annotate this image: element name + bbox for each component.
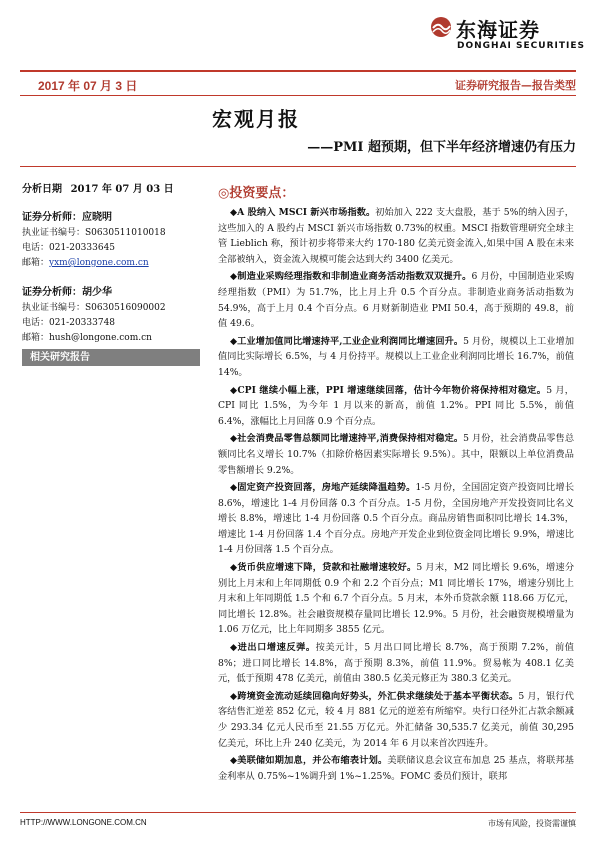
related-reports-bar[interactable]: 相关研究报告 — [22, 349, 200, 366]
point-text: 美联储议息会议宣布加息 25 基点，将联邦基金利率从 0.75%~1%调升到 1%~1.25%。FOMC 委员们预计，联邦 — [218, 755, 574, 782]
analyst2-email: 邮箱：hush@longone.com.cn — [22, 333, 152, 343]
footer-rule — [20, 812, 576, 813]
report-date: 2017 年 07 月 3 日 — [38, 79, 138, 93]
point-headline: CPI 继续小幅上涨，PPI 增速继续回落，估计今年物价将保持相对稳定。 — [237, 384, 547, 396]
point-bullet: ◆ — [230, 562, 238, 574]
header-rule-bottom — [20, 95, 576, 96]
point-paragraph — [218, 640, 574, 687]
point-bullet: ◆ — [230, 271, 238, 283]
point-bullet: ◆ — [230, 482, 238, 494]
point-paragraph — [218, 205, 574, 267]
point-bullet: ◆ — [230, 335, 238, 347]
footer-url[interactable]: HTTP://WWW.LONGONE.COM.CN — [20, 818, 147, 827]
analyst1-email-link[interactable]: yxm@longone.com.cn — [49, 258, 149, 268]
analyst2-role: 证券分析师： — [22, 287, 82, 298]
target-icon: ◎ — [218, 186, 230, 201]
point-bullet: ◆ — [230, 207, 238, 218]
header-rule-top — [20, 70, 576, 72]
point-text: 6 月份，中国制造业采购经理指数（PMI）为 51.7%，比上月上升 0.5 个百分点。非制造业商务活动指数为 54.9%，高于上月 0.4 个百分点。6 月财新制造业 PMI 50.4，高于预期的 49.8，前值 49.6。 — [218, 271, 574, 330]
title-rule — [20, 166, 576, 167]
point-headline: 制造业采购经理指数和非制造业商务活动指数双双提升。 — [237, 271, 472, 283]
logo-chinese: 东海证券 — [456, 18, 540, 42]
point-headline: 社会消费品零售总额同比增速持平,消费保持相对稳定。 — [237, 433, 464, 445]
logo-wave-icon — [430, 16, 452, 38]
point-text: 5 月份，规模以上工业增加值同比实际增长 6.5%，与 4 月份持平。规模以上工业企业利润同比增长 16.7%，前值 14%。 — [218, 335, 575, 378]
point-bullet: ◆ — [230, 433, 238, 445]
footer-slogan: 市场有风险，投资需谨慎 — [488, 819, 576, 828]
analyst2-phone: 电话：021-20333748 — [22, 318, 116, 328]
point-headline: 货币供应增速下降，贷款和社融增速较好。 — [237, 562, 417, 574]
point-paragraph — [218, 431, 574, 478]
point-paragraph — [218, 269, 574, 331]
analyst1-phone: 电话：021-20333645 — [22, 243, 116, 253]
point-paragraph — [218, 560, 574, 638]
point-headline: 美联储如期加息，并公布缩表计划。 — [237, 755, 388, 767]
key-points-body — [218, 205, 574, 786]
key-points-title: 投资要点： — [229, 186, 295, 201]
analyst1-cert: 执业证书编号：S0630511010018 — [22, 228, 166, 238]
point-headline: A 股纳入 MSCI 新兴市场指数。 — [237, 207, 376, 218]
analysis-date-label: 分析日期 — [22, 184, 62, 195]
point-paragraph — [218, 689, 574, 751]
point-paragraph — [218, 753, 574, 784]
analyst1-name: 应晓明 — [82, 212, 112, 223]
analysis-date: 2017 年 07 月 03 日 — [70, 184, 174, 195]
page-subtitle: ——PMI 超预期，但下半年经济增速仍有压力 — [307, 140, 576, 155]
analyst2-name: 胡少华 — [82, 287, 112, 298]
point-text: 5 月，CPI 同比 1.5%，为今年 1 月以来的新高，前值 1.2%。PPI 同比 5.5%，前值 6.4%，涨幅比上月回落 0.9 个百分点。 — [218, 384, 574, 427]
point-text: 5 月末，M2 同比增长 9.6%，增速分别比上月末和上年同期低 0.9 个和 2.2 个百分点；M1 同比增长 17%，增速分别比上月末和上年同期低 1.5 个和 6.7 个百分点。5 月末，本外币贷款余额 118.66 万亿元，同比增长 12.8%。社会融资规模存量同比增长 12.9%。5 月份，社会融资规模增量为 1.06 万亿元，比上年同期多 3855 亿元。 — [218, 562, 575, 636]
key-points-heading — [218, 182, 294, 201]
analyst1-role: 证券分析师： — [22, 212, 82, 223]
point-text: 初始加入 222 支大盘股，基于 5%的纳入因子，这些加入的 A 股约占 MSCI 新兴市场指数 0.73%的权重。MSCI 指数管理研究全球主管 Lieblich 称，预计初步将带来大约 170-180 亿美元资金流入,如果中国 A 股在未来全部被纳入，资金流入规模可能会达到大约 3400 亿美元。 — [218, 207, 574, 265]
point-headline: 进出口增速反弹。 — [237, 642, 316, 654]
analyst2-cert: 执业证书编号：S0630516090002 — [22, 303, 166, 313]
point-text: 按美元计，5 月出口同比增长 8.7%，高于预期 7.2%，前值 8%；进口同比增长 14.8%，高于预期 8.3%，前值 11.9%。贸易帐为 408.1 亿美元，低于预期 478 亿美元，前值由 380.5 亿美元修正为 380.3 亿美元。 — [218, 642, 574, 685]
analyst-panel — [22, 182, 202, 346]
point-text: 1-5 月份，全国固定资产投资同比增长 8.6%，增速比 1-4 月份回落 0.3 个百分点。1-5 月份，全国房地产开发投资同比名义增长 8.8%，增速比 1-4 月份回落 0.5 个百分点。商品房销售面积同比增长 14.3%，增速比 1-4 月份回落 1.4 个百分点。房地产开发企业到位资金同比增长 9.9%，增速比 1-4 月份回落 1.5 个百分点。 — [218, 482, 575, 556]
analyst1-email-label: 邮箱： — [22, 258, 50, 268]
point-paragraph — [218, 383, 574, 430]
company-logo — [430, 14, 585, 62]
logo-english: DONGHAI SECURITIES — [457, 41, 585, 51]
point-headline: 跨境资金流动延续回稳向好势头，外汇供求继续处于基本平衡状态。 — [237, 690, 519, 702]
point-text: 5 月，银行代客结售汇逆差 852 亿元，较 4 月 881 亿元的逆差有所缩窄。央行口径外汇占款余额减少 293.34 亿元人民币至 21.55 万亿元。外汇储备 30,535.7 亿美元，前值 30,295 亿美元，环比上升 240 亿美元，为 2014 年 6 月以来首次四连升。 — [218, 690, 574, 749]
report-type: 证券研究报告—报告类型 — [455, 79, 576, 92]
point-paragraph — [218, 334, 574, 381]
point-bullet: ◆ — [230, 384, 238, 396]
point-bullet: ◆ — [230, 642, 238, 654]
point-bullet: ◆ — [230, 690, 238, 702]
point-headline: 固定资产投资回落，房地产延续降温趋势。 — [237, 482, 416, 494]
point-bullet: ◆ — [230, 755, 238, 767]
point-paragraph — [218, 480, 574, 558]
page-title: 宏观月报 — [212, 107, 300, 131]
point-text: 5 月份，社会消费品零售总额同比名义增长 10.7%（扣除价格因素实际增长 9.5%）。其中，限额以上单位消费品零售额增长 9.2%。 — [218, 433, 575, 476]
point-headline: 工业增加值同比增速持平,工业企业利润同比增速回升。 — [237, 335, 464, 347]
